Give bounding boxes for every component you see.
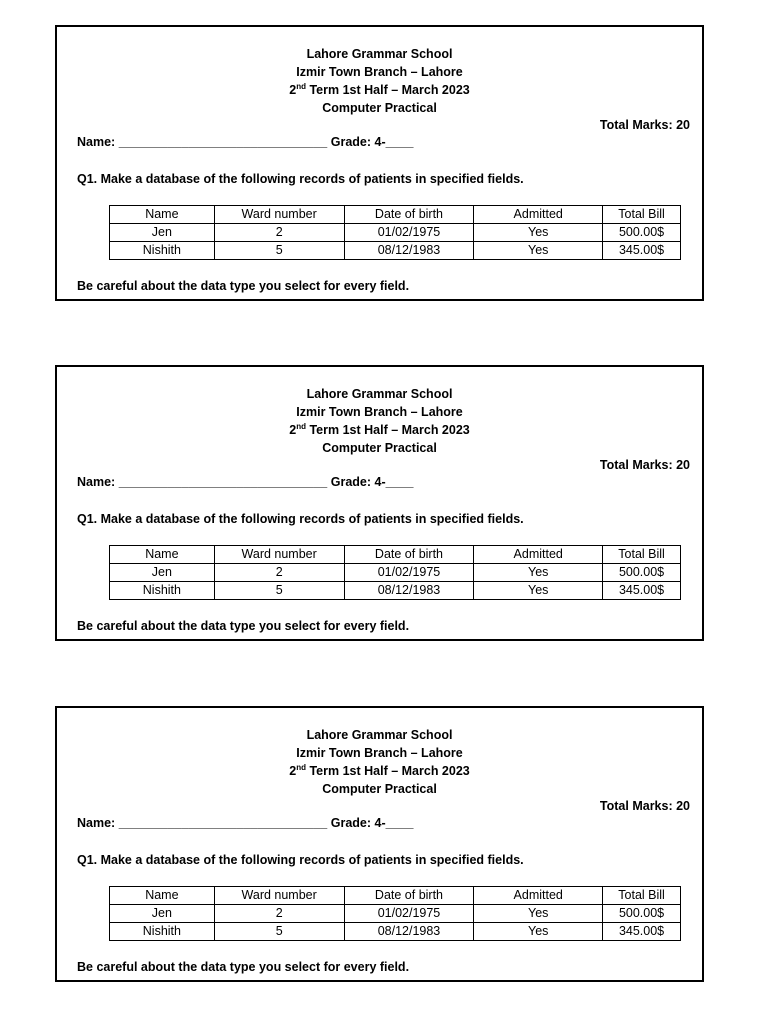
patient-records-table xyxy=(109,205,681,260)
name-grade-line xyxy=(77,816,413,830)
branch-name: Izmir Town Branch – Lahore xyxy=(296,746,463,760)
school-name: Lahore Grammar School xyxy=(306,387,453,401)
term-ordinal: 2 xyxy=(289,423,297,437)
header-total-bill: Total Bill xyxy=(603,546,681,564)
term-rest: Term 1st Half – March 2023 xyxy=(306,83,470,97)
instruction-note: Be careful about the data type you select for every field. xyxy=(77,279,410,293)
cell-total-bill: 345.00$ xyxy=(603,923,681,941)
term-ordinal: 2 xyxy=(289,764,297,778)
header-admitted: Admitted xyxy=(474,206,603,224)
cell-name: Jen xyxy=(110,224,215,242)
term-line xyxy=(57,81,702,99)
patient-records-table xyxy=(109,886,681,941)
name-label: Name: xyxy=(77,816,116,830)
instruction-note: Be careful about the data type you select for every field. xyxy=(77,960,410,974)
term-suffix: nd xyxy=(296,421,306,431)
branch-name: Izmir Town Branch – Lahore xyxy=(296,65,463,79)
header-total-bill: Total Bill xyxy=(603,206,681,224)
table-row xyxy=(110,242,681,260)
name-blank: ______________________________ xyxy=(115,475,331,489)
name-grade-line xyxy=(77,135,413,149)
total-marks: Total Marks: 20 xyxy=(599,458,690,472)
name-grade-line xyxy=(77,475,413,489)
table-row xyxy=(110,564,681,582)
table-row xyxy=(110,224,681,242)
total-marks: Total Marks: 20 xyxy=(599,799,690,813)
question-text: Q1. Make a database of the following records of patients in specified fields. xyxy=(77,512,524,526)
total-marks: Total Marks: 20 xyxy=(599,118,690,132)
header-admitted: Admitted xyxy=(474,546,603,564)
table-header-row xyxy=(110,206,681,224)
header-date-of-birth: Date of birth xyxy=(344,887,474,905)
cell-date-of-birth: 01/02/1975 xyxy=(344,905,474,923)
grade-label: Grade: 4-____ xyxy=(330,475,414,489)
question-text: Q1. Make a database of the following records of patients in specified fields. xyxy=(77,853,524,867)
header-ward-number: Ward number xyxy=(214,546,344,564)
exam-header xyxy=(57,385,702,457)
instruction-note: Be careful about the data type you select for every field. xyxy=(77,619,410,633)
term-suffix: nd xyxy=(296,81,306,91)
cell-date-of-birth: 08/12/1983 xyxy=(344,242,474,260)
cell-total-bill: 500.00$ xyxy=(603,224,681,242)
cell-ward-number: 5 xyxy=(214,582,344,600)
school-name: Lahore Grammar School xyxy=(306,728,453,742)
grade-label: Grade: 4-____ xyxy=(330,816,414,830)
grade-label: Grade: 4-____ xyxy=(330,135,414,149)
cell-name: Jen xyxy=(110,564,215,582)
header-name: Name xyxy=(110,206,215,224)
subject-name: Computer Practical xyxy=(322,101,437,115)
cell-ward-number: 5 xyxy=(214,923,344,941)
cell-total-bill: 500.00$ xyxy=(603,564,681,582)
subject-name: Computer Practical xyxy=(322,782,437,796)
term-ordinal: 2 xyxy=(289,83,297,97)
name-blank: ______________________________ xyxy=(115,816,331,830)
exam-slip-3 xyxy=(55,706,704,982)
header-name: Name xyxy=(110,887,215,905)
term-rest: Term 1st Half – March 2023 xyxy=(306,764,470,778)
name-label: Name: xyxy=(77,135,116,149)
exam-header xyxy=(57,726,702,798)
cell-name: Nishith xyxy=(110,923,215,941)
term-line xyxy=(57,421,702,439)
subject-name: Computer Practical xyxy=(322,441,437,455)
cell-name: Nishith xyxy=(110,242,215,260)
cell-admitted: Yes xyxy=(474,564,603,582)
name-blank: ______________________________ xyxy=(115,135,331,149)
term-rest: Term 1st Half – March 2023 xyxy=(306,423,470,437)
cell-total-bill: 500.00$ xyxy=(603,905,681,923)
patient-records-table xyxy=(109,545,681,600)
cell-name: Jen xyxy=(110,905,215,923)
table-row xyxy=(110,905,681,923)
cell-date-of-birth: 08/12/1983 xyxy=(344,582,474,600)
header-date-of-birth: Date of birth xyxy=(344,546,474,564)
table-row xyxy=(110,923,681,941)
cell-admitted: Yes xyxy=(474,242,603,260)
header-ward-number: Ward number xyxy=(214,206,344,224)
cell-admitted: Yes xyxy=(474,582,603,600)
exam-slip-1 xyxy=(55,25,704,301)
cell-ward-number: 5 xyxy=(214,242,344,260)
cell-name: Nishith xyxy=(110,582,215,600)
header-ward-number: Ward number xyxy=(214,887,344,905)
cell-admitted: Yes xyxy=(474,923,603,941)
cell-date-of-birth: 01/02/1975 xyxy=(344,224,474,242)
cell-date-of-birth: 08/12/1983 xyxy=(344,923,474,941)
cell-date-of-birth: 01/02/1975 xyxy=(344,564,474,582)
cell-total-bill: 345.00$ xyxy=(603,582,681,600)
header-admitted: Admitted xyxy=(474,887,603,905)
term-suffix: nd xyxy=(296,762,306,772)
cell-admitted: Yes xyxy=(474,224,603,242)
cell-ward-number: 2 xyxy=(214,224,344,242)
question-text: Q1. Make a database of the following records of patients in specified fields. xyxy=(77,172,524,186)
table-row xyxy=(110,582,681,600)
cell-ward-number: 2 xyxy=(214,905,344,923)
table-header-row xyxy=(110,887,681,905)
school-name: Lahore Grammar School xyxy=(306,47,453,61)
exam-header xyxy=(57,45,702,117)
header-date-of-birth: Date of birth xyxy=(344,206,474,224)
table-header-row xyxy=(110,546,681,564)
name-label: Name: xyxy=(77,475,116,489)
cell-total-bill: 345.00$ xyxy=(603,242,681,260)
exam-slip-2 xyxy=(55,365,704,641)
cell-admitted: Yes xyxy=(474,905,603,923)
cell-ward-number: 2 xyxy=(214,564,344,582)
branch-name: Izmir Town Branch – Lahore xyxy=(296,405,463,419)
term-line xyxy=(57,762,702,780)
header-total-bill: Total Bill xyxy=(603,887,681,905)
header-name: Name xyxy=(110,546,215,564)
